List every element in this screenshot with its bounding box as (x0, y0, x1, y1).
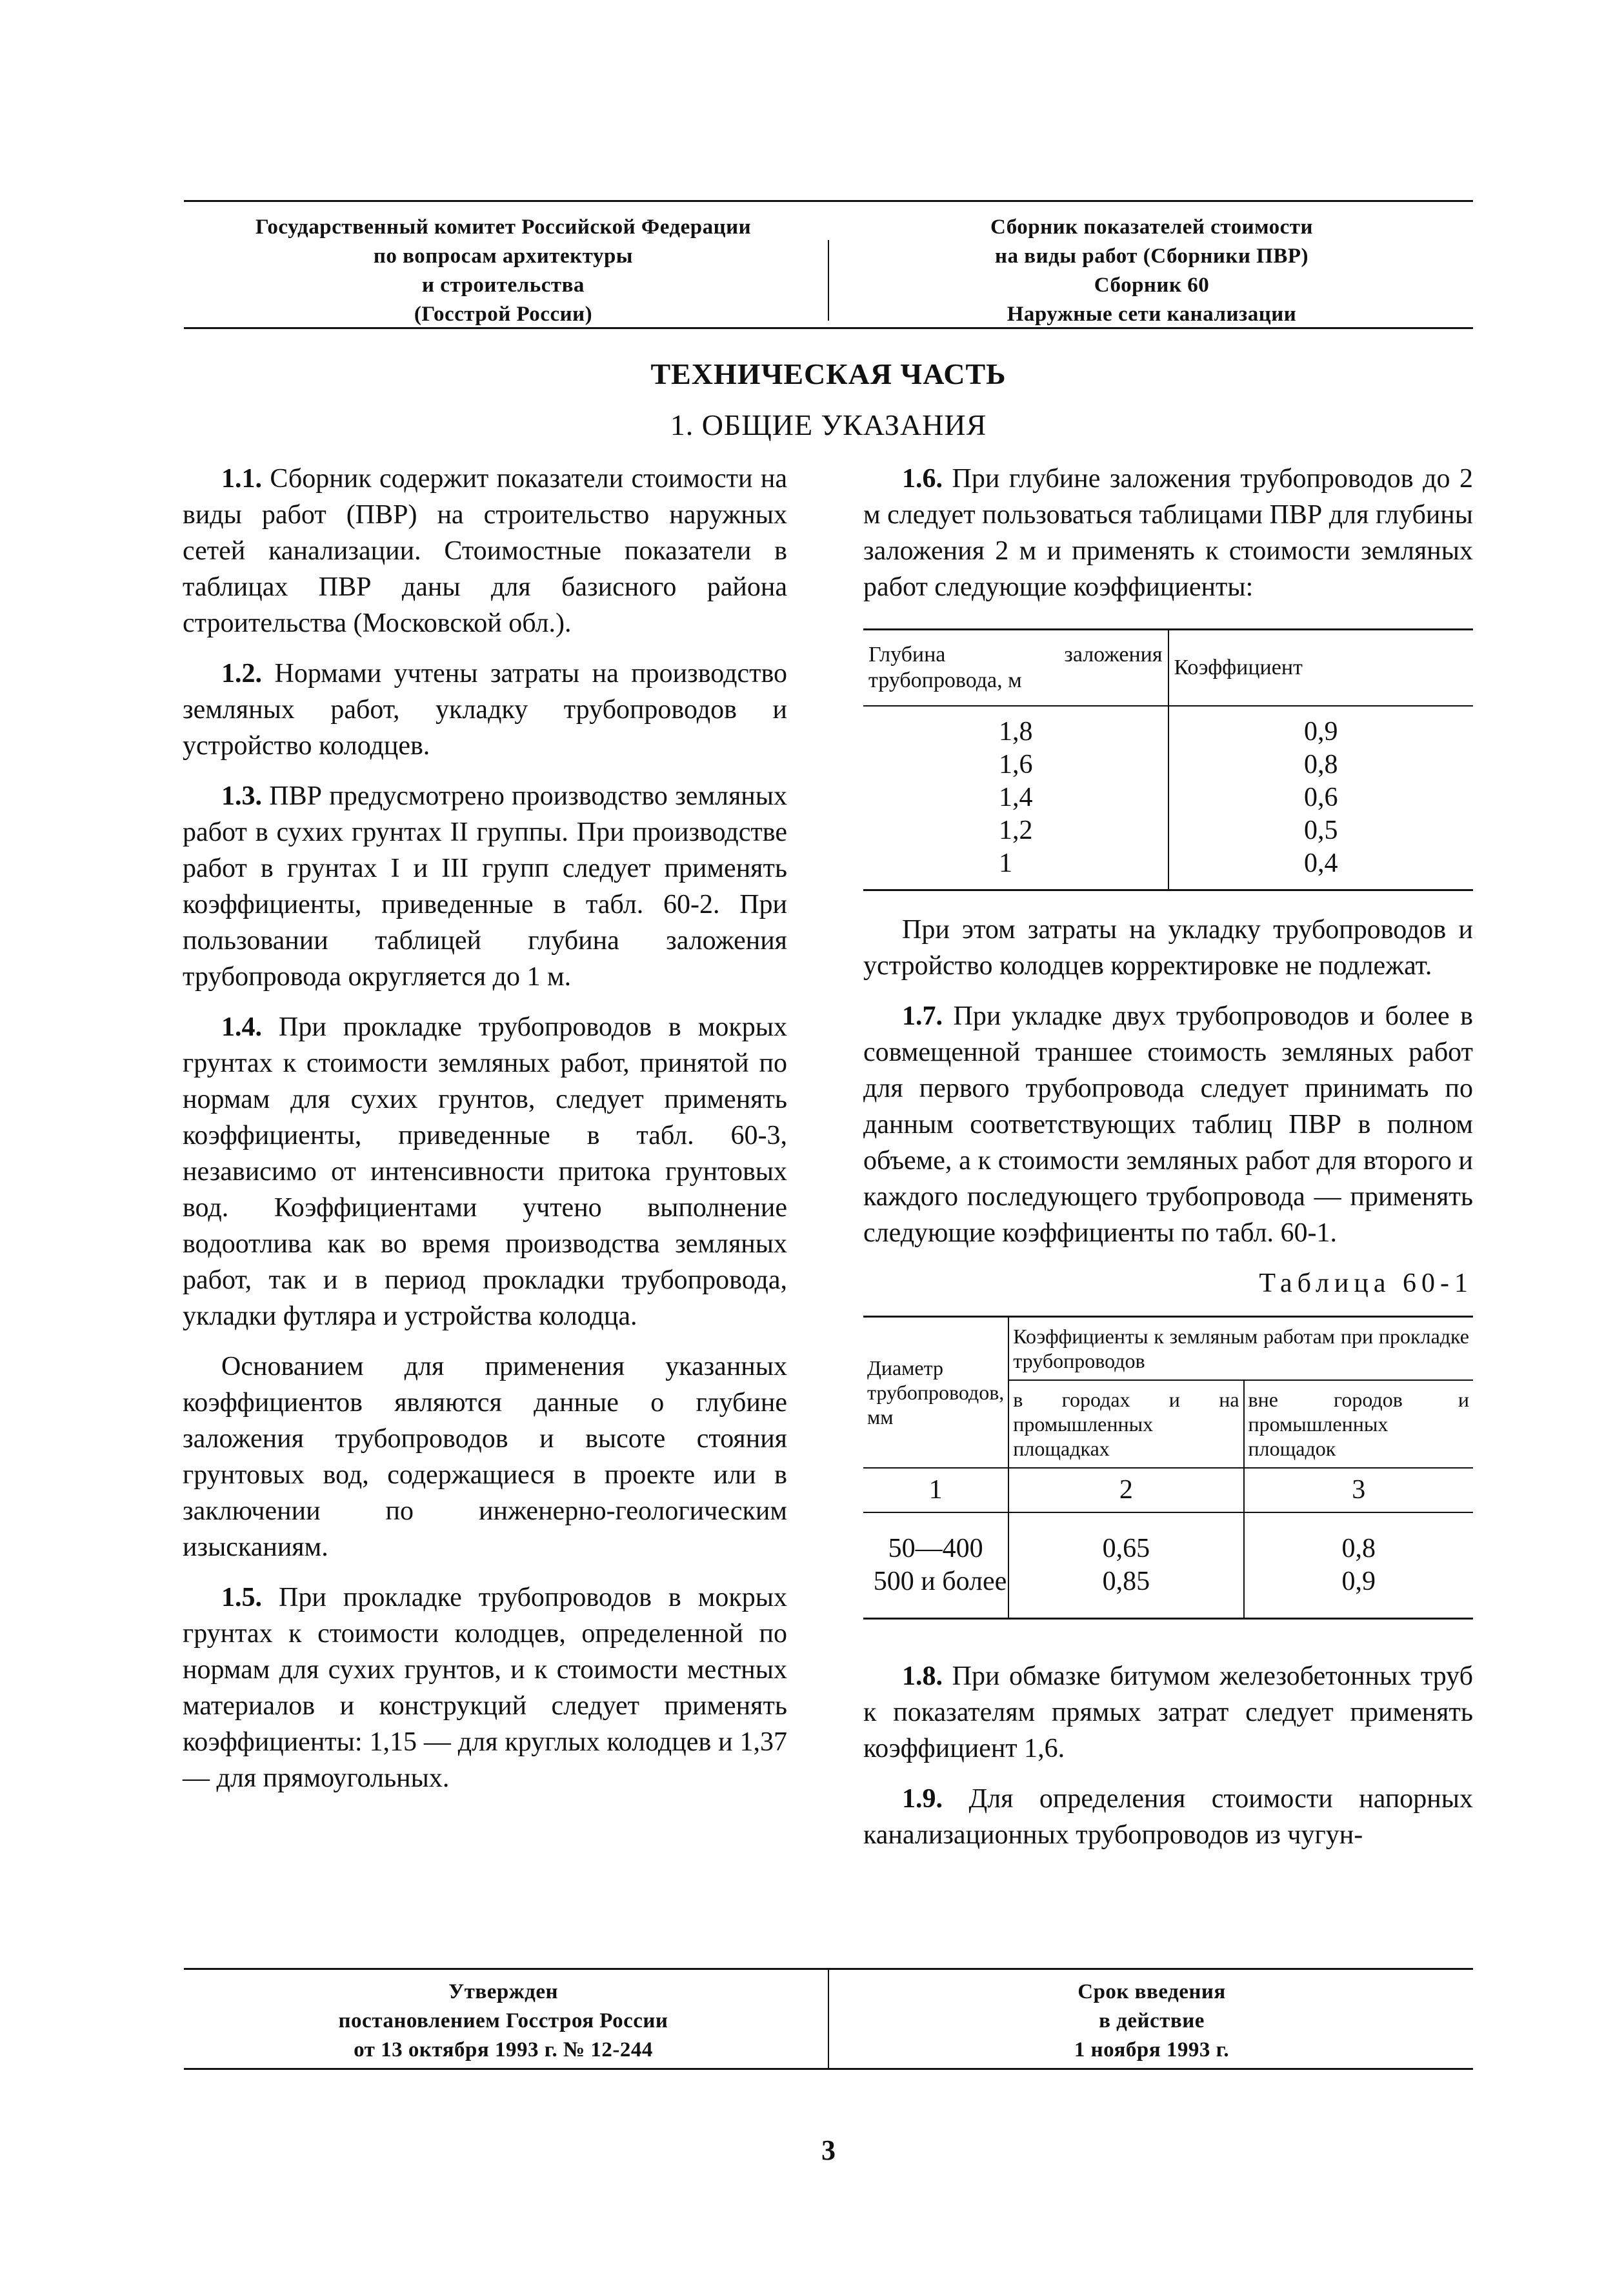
header-collection-line: на виды работ (Сборники ПВР) (994, 245, 1309, 268)
footer-approval-line: постановлением Госстроя России (338, 2009, 668, 2032)
paragraph-text: При обмазке битумом железобетонных труб к показателям прямых затрат следует применять коэффициент 1,6. (863, 1661, 1473, 1763)
table-header-coefficients: Коэффициенты к земляным работам при прокладке трубопроводов (1008, 1317, 1473, 1381)
paragraph-number: 1.1. (221, 464, 262, 494)
paragraph-1-3 (183, 778, 787, 995)
paragraph-number: 1.8. (902, 1661, 943, 1691)
page-number: 3 (821, 2134, 836, 2166)
table-header-depth: Глубина заложения трубопровода, м (863, 630, 1168, 707)
paragraph-text: При укладке двух трубопроводов и более в совмещенной траншее стоимость земляных работ для первого трубопровода следует принимать по данным соответствующих таблиц ПВР в полном объеме, а к стоимости земляных работ для второго и каждого последующего трубопровода — применять следующие коэффициенты по табл. 60-1. (863, 1001, 1473, 1248)
paragraph-1-8 (863, 1658, 1473, 1767)
paragraph-number: 1.7. (902, 1001, 943, 1031)
table-cell-outside: 0,9 (1244, 1565, 1473, 1619)
table-cell-city: 0,65 (1008, 1512, 1243, 1565)
paragraph-text: При прокладке трубопроводов в мокрых грунтах к стоимости земляных работ, принятой по нормам для сухих грунтов, следует применять коэффициенты, приведенные в табл. 60-3, независимо от интенсивности притока грунтовых вод. Коэффициентами учтено выполнение водоотлива как во время производства земляных работ, так и в период прокладки трубопровода, укладки футляра и устройства колодца. (183, 1012, 787, 1331)
footer-effective-date (829, 1978, 1474, 2065)
header-collection-line: Наружные сети канализации (1007, 303, 1297, 326)
footer-approval-line: Утвержден (448, 1980, 559, 2003)
footer-approval (184, 1978, 823, 2065)
table-header-city: в городах и на промышленных площадках (1008, 1380, 1243, 1468)
header-top-rule (184, 200, 1473, 202)
paragraph-note: При этом затраты на укладку трубопроводов и устройство колодцев корректировке не подлежат. (863, 915, 1473, 981)
page-title: ТЕХНИЧЕСКАЯ ЧАСТЬ (650, 357, 1007, 390)
table-cell-coefficient: 0,6 (1168, 781, 1474, 814)
table-header-coefficient: Коэффициент (1168, 630, 1474, 707)
header-issuer-line: по вопросам архитектуры (373, 245, 634, 268)
table-cell-city: 0,85 (1008, 1565, 1243, 1619)
paragraph-text: Сборник содержит показатели стоимости на виды работ (ПВР) на строительство наружных сетей канализации. Стоимостные показатели в таблицах ПВР даны для базисного района строительства (Московской обл.). (183, 464, 787, 638)
header-bottom-rule (184, 327, 1473, 329)
paragraph-number: 1.6. (902, 464, 943, 494)
paragraph-basis: Основанием для применения указанных коэффициентов являются данные о глубине заложения трубопроводов и высоте стояния грунтовых вод, содержащиеся в проекте или в заключении по инженерно-геологическим изысканиям. (183, 1352, 787, 1562)
paragraph-1-5 (183, 1580, 787, 1796)
header-issuer-line: Государственный комитет Российской Федерации (255, 216, 752, 239)
footer-effective-line: Срок введения (1078, 1980, 1226, 2003)
table-cell-depth: 1,6 (999, 750, 1033, 779)
table-row (863, 748, 1473, 781)
table-row (863, 781, 1473, 814)
paragraph-1-9 (863, 1781, 1473, 1853)
table-header-diameter: Диаметр трубопроводов, мм (863, 1317, 1008, 1469)
column-number: 2 (1008, 1468, 1243, 1512)
table-cell-depth: 1,8 (999, 717, 1033, 747)
paragraph-1-1 (183, 461, 787, 641)
column-number: 1 (863, 1468, 1008, 1512)
paragraph-number: 1.4. (221, 1012, 262, 1042)
paragraph-1-2 (183, 656, 787, 764)
footer-effective-line: в действие (1099, 2009, 1205, 2032)
paragraph-number: 1.5. (221, 1583, 262, 1612)
header-issuer (184, 213, 823, 329)
footer-effective-line: 1 ноября 1993 г. (1074, 2038, 1230, 2061)
table-row (863, 706, 1473, 748)
right-column (863, 461, 1473, 1867)
table-row (863, 1512, 1473, 1565)
paragraph-text: При глубине заложения трубопроводов до 2 м следует пользоваться таблицами ПВР для глубины заложения 2 м и применять к стоимости земляных работ следующие коэффициенты: (863, 464, 1473, 602)
trench-coefficient-table (863, 1316, 1473, 1620)
header-collection (829, 213, 1474, 329)
table-row (863, 1565, 1473, 1619)
depth-coefficient-table (863, 628, 1473, 891)
footer-approval-line: от 13 октября 1993 г. № 12-244 (354, 2038, 653, 2061)
header-collection-line: Сборник показателей стоимости (990, 216, 1313, 239)
paragraph-number: 1.2. (221, 659, 262, 688)
paragraph-text: При прокладке трубопроводов в мокрых грунтах к стоимости колодцев, определенной по нормам для сухих грунтов, и к стоимости местных материалов и конструкций следует применять коэффициенты: 1,15 — для круглых колодцев и 1,37 — для прямоугольных. (183, 1583, 787, 1793)
section-title: 1. ОБЩИЕ УКАЗАНИЯ (670, 408, 987, 441)
table-cell-depth: 1,4 (999, 783, 1033, 812)
table-cell-diameter: 500 и более (863, 1565, 1008, 1619)
column-number: 3 (1244, 1468, 1473, 1512)
table-column-numbers (863, 1468, 1473, 1512)
header-issuer-line: и строительства (422, 274, 585, 297)
paragraph-number: 1.3. (221, 781, 262, 811)
header-collection-line: Сборник 60 (1094, 274, 1210, 297)
footer-bottom-rule (184, 2068, 1473, 2070)
table-caption: Таблица 60-1 (1259, 1269, 1473, 1298)
paragraph-number: 1.9. (902, 1784, 943, 1814)
left-column (183, 461, 787, 1811)
table-row (863, 814, 1473, 847)
table-header-outside: вне городов и промышленных площадок (1244, 1380, 1473, 1468)
paragraph-text: Для определения стоимости напорных канализационных трубопроводов из чугун- (863, 1784, 1473, 1850)
table-cell-coefficient: 0,8 (1168, 748, 1474, 781)
table-row (863, 847, 1473, 890)
paragraph-1-4 (183, 1009, 787, 1334)
paragraph-1-7 (863, 998, 1473, 1251)
table-cell-coefficient: 0,4 (1168, 847, 1474, 890)
paragraph-text: ПВР предусмотрено производство земляных работ в сухих грунтах II группы. При производстве работ в грунтах I и III групп следует применять коэффициенты, приведенные в табл. 60-2. При пользовании таблицей глубина заложения трубопровода округляется до 1 м. (183, 781, 787, 992)
paragraph-1-6 (863, 461, 1473, 605)
table-cell-coefficient: 0,9 (1168, 706, 1474, 748)
table-cell-depth: 1 (863, 847, 1168, 890)
paragraph-text: Нормами учтены затраты на производство земляных работ, укладку трубопроводов и устройство колодцев. (183, 659, 787, 761)
table-cell-diameter: 50—400 (863, 1512, 1008, 1565)
table-cell-outside: 0,8 (1244, 1512, 1473, 1565)
header-issuer-line: (Госстрой России) (414, 303, 593, 326)
table-cell-depth: 1,2 (999, 816, 1033, 845)
table-cell-coefficient: 0,5 (1168, 814, 1474, 847)
